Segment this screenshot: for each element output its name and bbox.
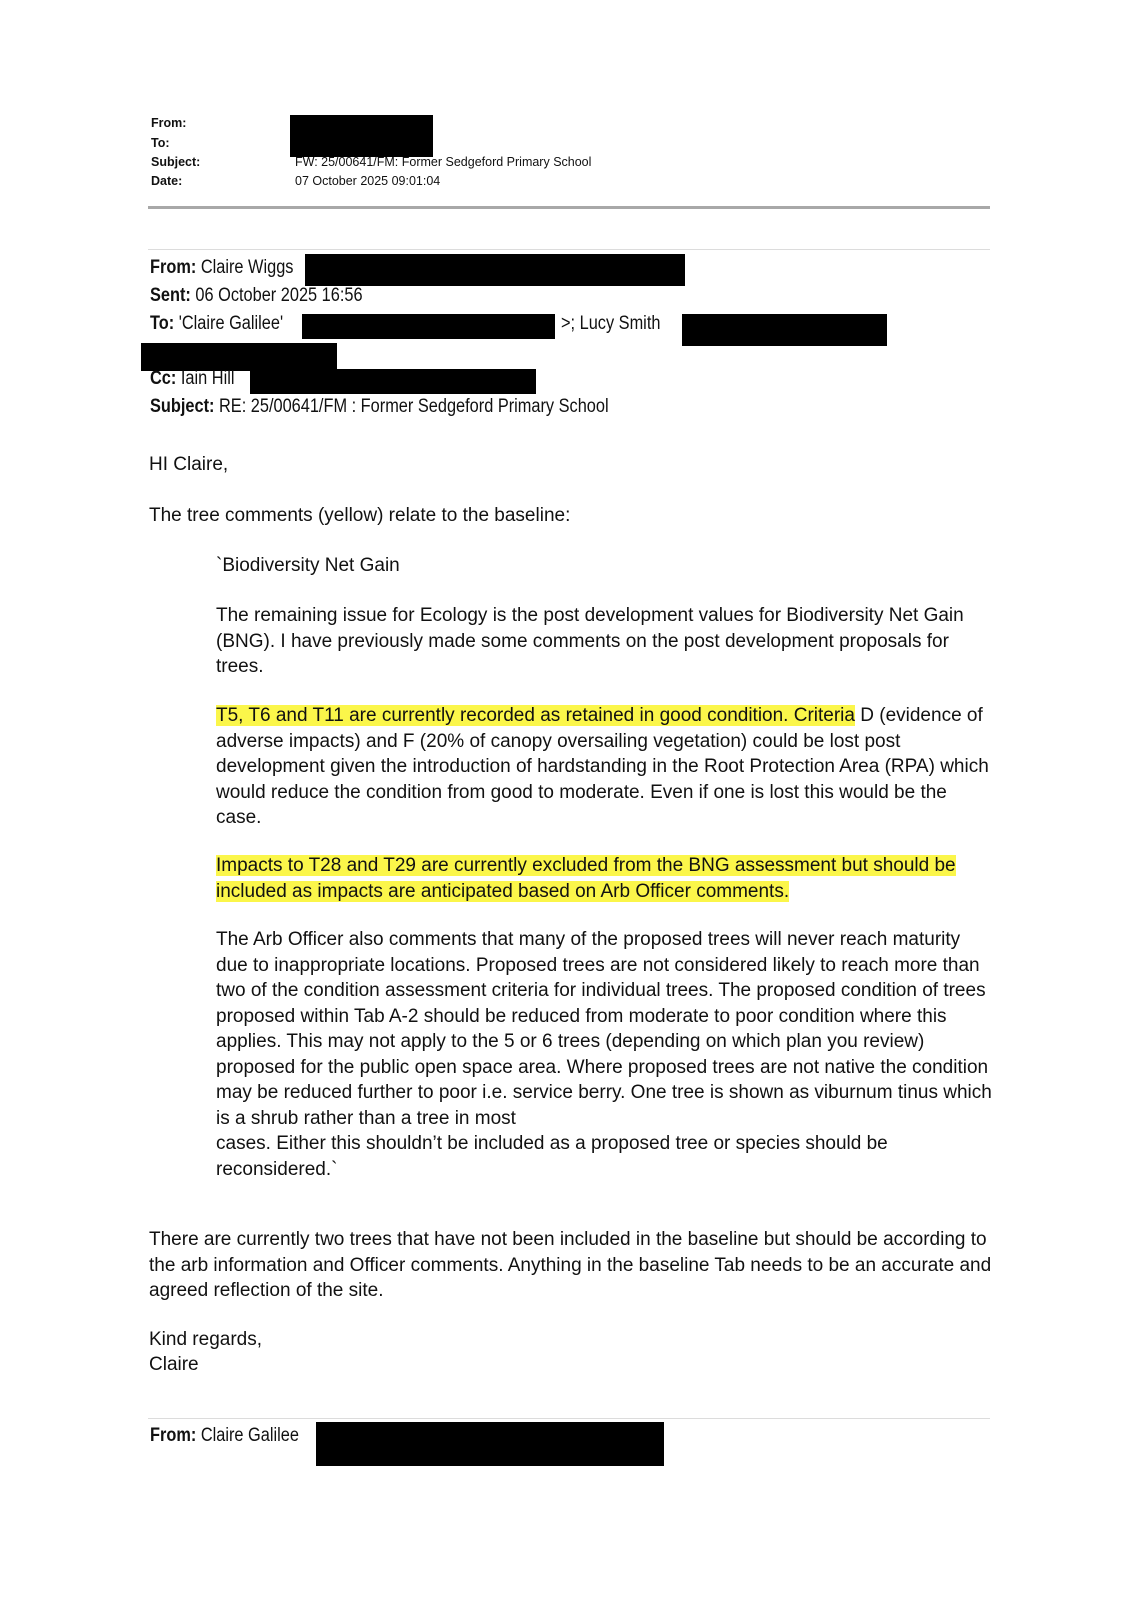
header-subject-value: FW: 25/00641/FM: Former Sedgeford Primary School [295, 155, 592, 169]
signature: Claire [149, 1354, 199, 1375]
fwd-subject-line [150, 396, 609, 418]
redaction-box [305, 254, 685, 286]
redaction-box [141, 343, 337, 371]
fwd-sent-value: 06 October 2025 16:56 [195, 285, 363, 306]
header-from-label: From: [151, 116, 187, 130]
highlight-text: Impacts to T28 and T29 are currently excluded from the BNG assessment but should be included as impacts are anticipated based on Arb Officer comments. [216, 855, 956, 902]
highlight-text: T5, T6 and T11 are currently recorded as retained in good condition. Criteria [216, 705, 855, 726]
fwd-to-first: 'Claire Galilee' [178, 313, 284, 334]
fwd-from-line [150, 257, 293, 279]
next-from-label: From: [150, 1425, 197, 1446]
redaction-box [290, 115, 433, 157]
header-subject-label: Subject: [151, 155, 201, 169]
quote-paragraph-4-part2: cases. Either this shouldn’t be included as a proposed tree or species should be reconsidered.` [216, 1133, 888, 1180]
next-from-name: Claire Galilee [200, 1425, 299, 1446]
quote-paragraph-4 [216, 927, 996, 1182]
fwd-from-label: From: [150, 257, 197, 278]
header-date-value: 07 October 2025 09:01:04 [295, 174, 441, 188]
fwd-to-label-line [150, 313, 283, 335]
fwd-sent-label: Sent: [150, 285, 191, 306]
closing-paragraph: There are currently two trees that have not been included in the baseline but should be according to the arb information and Officer comments. Anything in the baseline Tab needs to be an accurate and agreed reflection of the site. [149, 1229, 992, 1301]
intro-text: The tree comments (yellow) relate to the baseline: [149, 505, 571, 526]
fwd-cc-name: Iain Hill [180, 368, 235, 389]
redaction-box [682, 314, 887, 346]
header-to-label: To: [151, 136, 170, 150]
redaction-box [316, 1422, 664, 1466]
message-divider [148, 1418, 990, 1419]
fwd-subject-label: Subject: [150, 396, 215, 417]
fwd-from-name: Claire Wiggs [200, 257, 294, 278]
quote-heading: `Biodiversity Net Gain [216, 555, 400, 576]
fwd-to-second: >; Lucy Smith [561, 313, 661, 334]
signoff: Kind regards, [149, 1329, 263, 1350]
message-divider [148, 249, 990, 250]
fwd-cc-label: Cc: [150, 368, 177, 389]
fwd-to-second-line [561, 313, 660, 335]
quote-paragraph-4-part1: The Arb Officer also comments that many of the proposed trees will never reach maturity due to inappropriate locations. Proposed trees are not considered likely to reach more than two of the condition assessment criteria for individual trees. The proposed condition of trees proposed within Tab A-2 should be reduced from moderate to poor condition where this applies. This may not apply to the 5 or 6 trees (depending on which plan you review) proposed for the public open space area. Where proposed trees are not native the condition may be reduced further to poor i.e. service berry. One tree is shown as viburnum tinus which is a shrub rather than a tree in most [216, 929, 992, 1129]
fwd-sent-line [150, 285, 363, 307]
header-divider [148, 206, 990, 209]
next-from-line [150, 1425, 299, 1447]
fwd-subject-value: RE: 25/00641/FM : Former Sedgeford Primary School [219, 396, 609, 417]
quote-paragraph-2 [216, 703, 996, 831]
greeting: HI Claire, [149, 454, 229, 475]
redaction-box [250, 369, 536, 394]
header-date-label: Date: [151, 174, 183, 188]
quote-paragraph-3 [216, 853, 996, 904]
redaction-box [302, 314, 555, 339]
quote-paragraph-1: The remaining issue for Ecology is the post development values for Biodiversity Net Gain (BNG). I have previously made some comments on the post development proposals for trees. [216, 605, 964, 677]
fwd-to-label: To: [150, 313, 175, 334]
fwd-cc-line [150, 368, 234, 390]
quote-paragraph-2-rest: D (evidence of adverse impacts) and F (20% of canopy oversailing vegetation) could be lost post development given the introduction of hardstanding in the Root Protection Area (RPA) which would reduce the condition from good to moderate. Even if one is lost this would be the case. [216, 705, 989, 828]
